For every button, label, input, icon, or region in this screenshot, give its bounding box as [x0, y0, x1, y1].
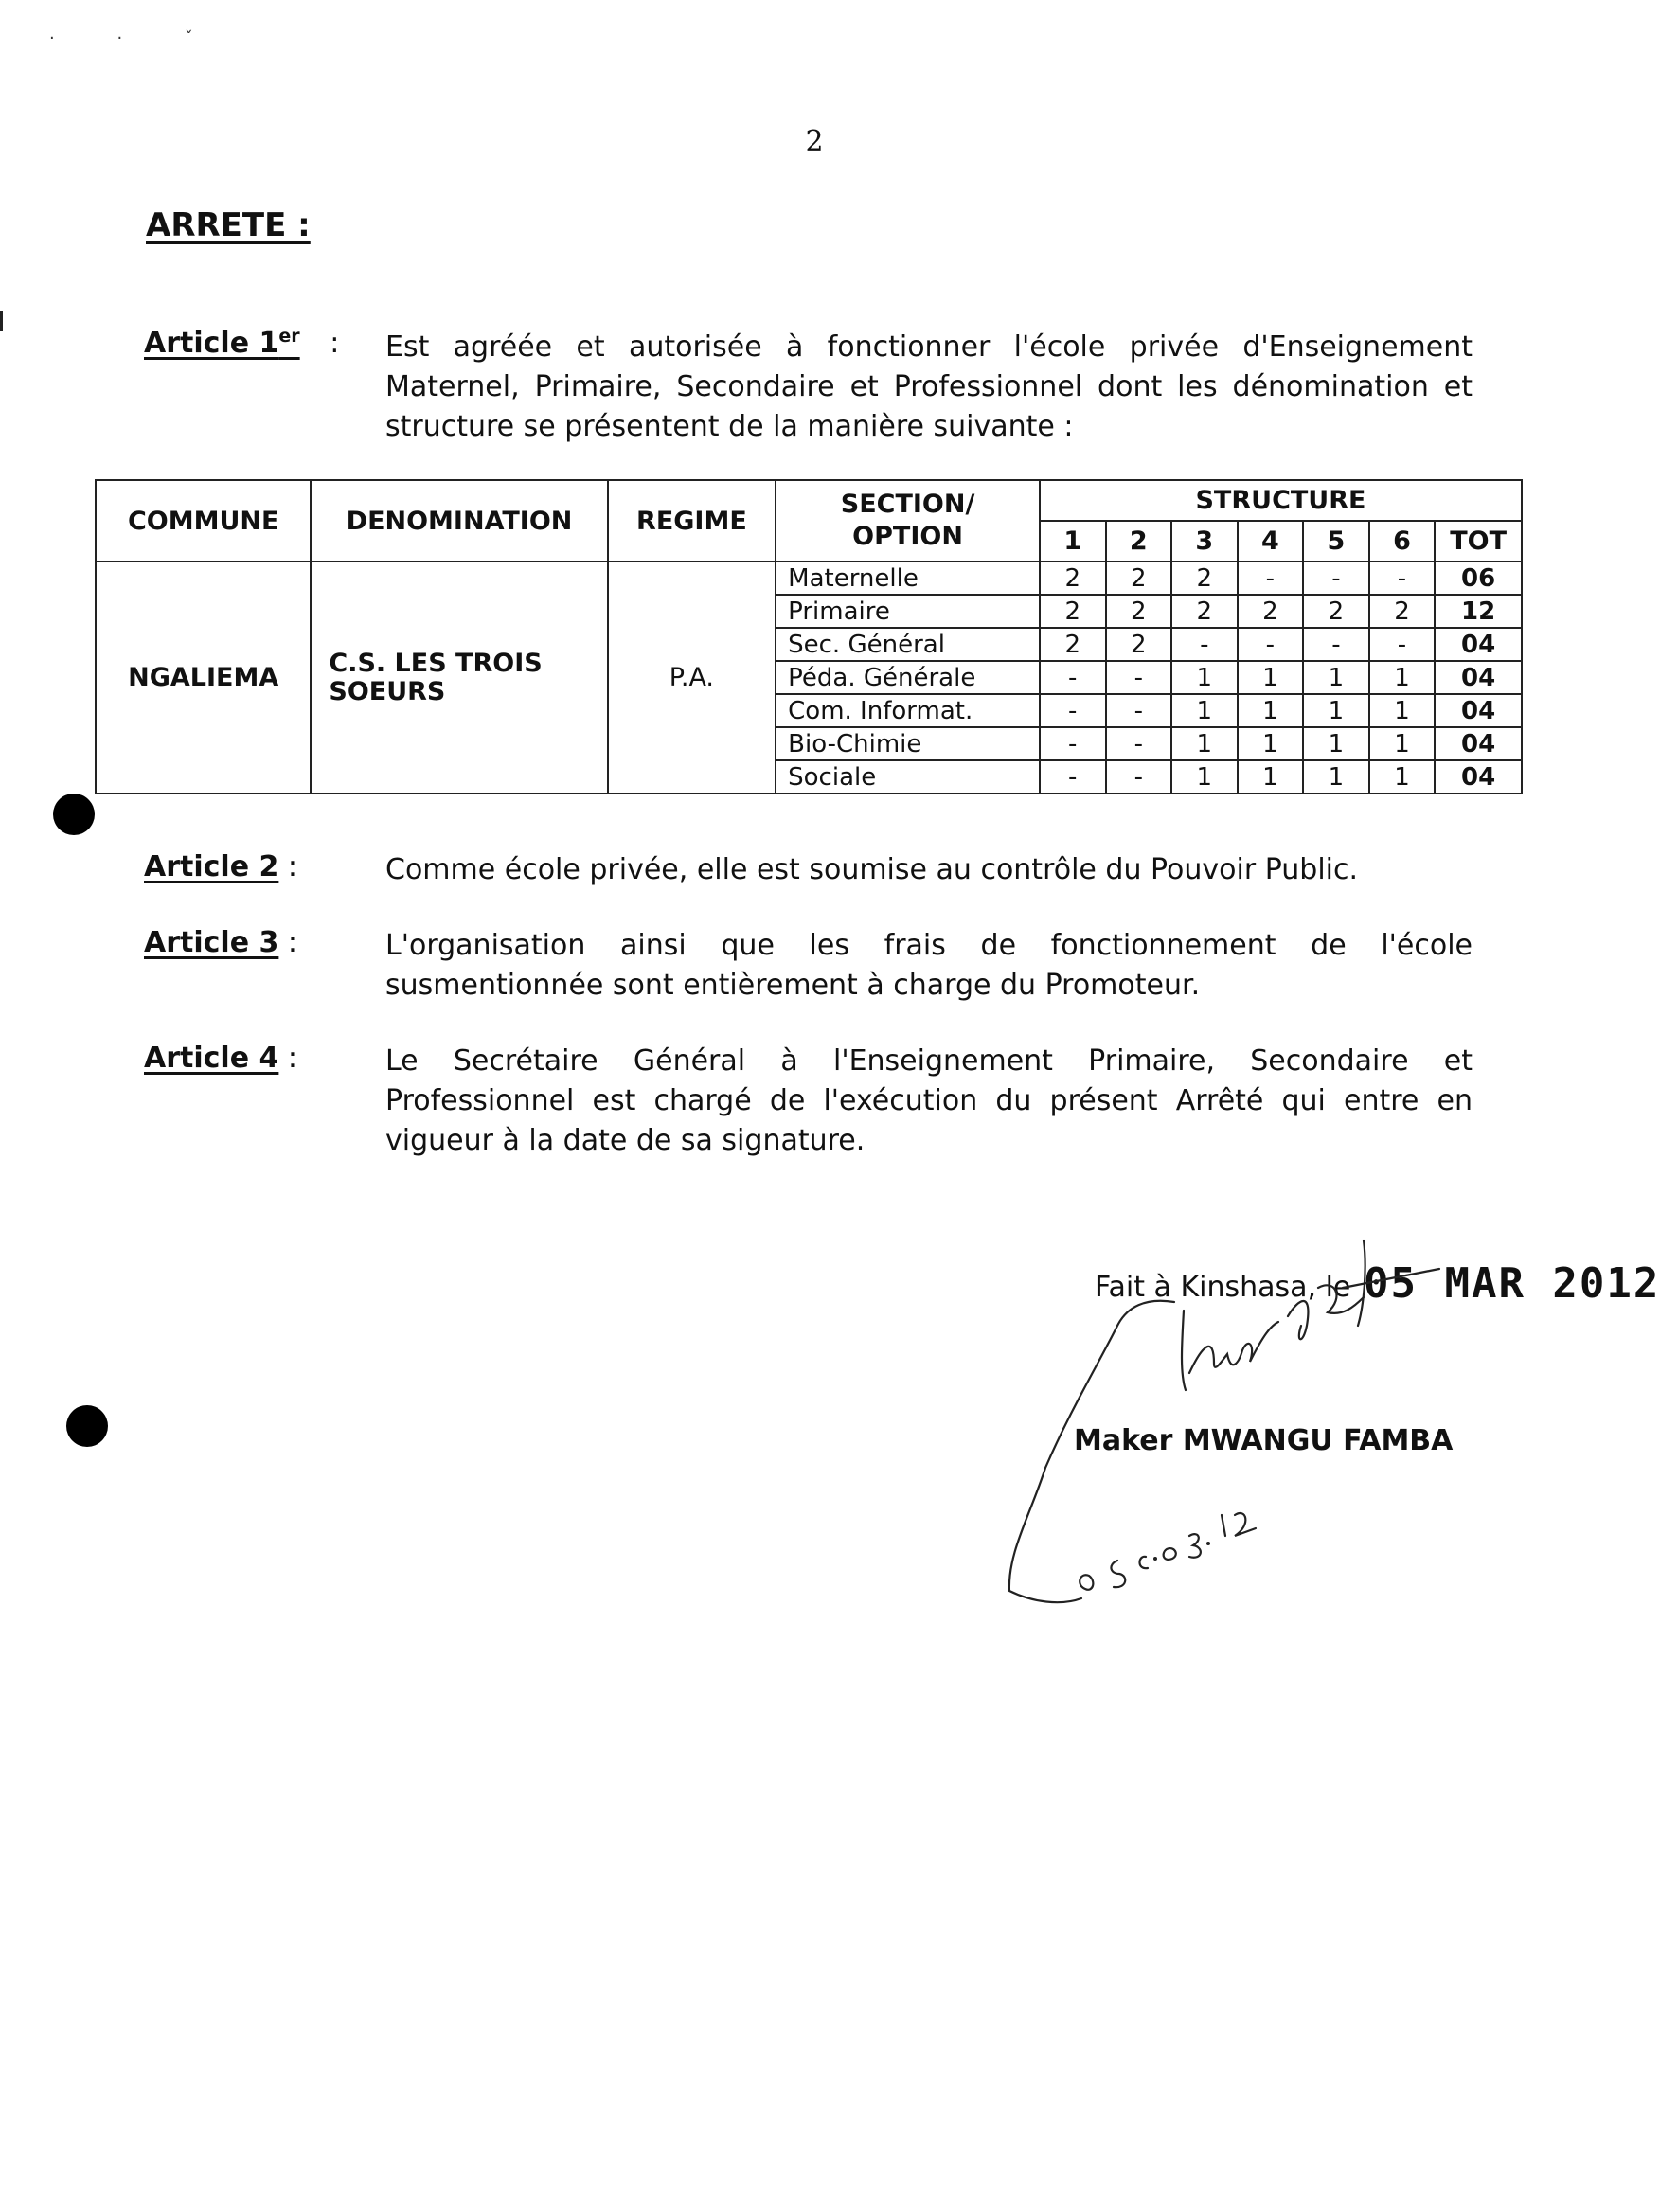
- binder-hole: [53, 794, 95, 835]
- cell-total: 04: [1435, 628, 1522, 661]
- cell-structure-2: -: [1106, 727, 1172, 760]
- header-col-4: 4: [1238, 521, 1304, 562]
- article-4-label: Article 4 :: [144, 1042, 298, 1075]
- cell-section-option: Com. Informat.: [776, 694, 1040, 727]
- cell-total: 04: [1435, 694, 1522, 727]
- cell-structure-1: 2: [1040, 628, 1106, 661]
- cell-total: 06: [1435, 562, 1522, 595]
- cell-total: 04: [1435, 661, 1522, 694]
- cell-structure-2: -: [1106, 661, 1172, 694]
- cell-structure-4: 1: [1238, 760, 1304, 794]
- cell-structure-4: -: [1238, 628, 1304, 661]
- cell-total: 12: [1435, 595, 1522, 628]
- stamp-date: 05 MAR 2012: [1364, 1259, 1660, 1308]
- cell-structure-6: 1: [1369, 694, 1436, 727]
- cell-structure-4: 2: [1238, 595, 1304, 628]
- page-number: 2: [805, 125, 824, 158]
- cell-structure-3: -: [1171, 628, 1238, 661]
- binder-hole: [66, 1405, 108, 1447]
- header-col-5: 5: [1303, 521, 1369, 562]
- scan-marks: · · ˇ: [49, 28, 222, 48]
- table-row: [96, 562, 1522, 595]
- article-3-label: Article 3 :: [144, 926, 298, 959]
- signoff-place: Fait à Kinshasa, le: [1095, 1271, 1351, 1304]
- header-col-2: 2: [1106, 521, 1172, 562]
- header-section-option: SECTION/ OPTION: [776, 480, 1040, 562]
- cell-structure-1: -: [1040, 694, 1106, 727]
- cell-section-option: Maternelle: [776, 562, 1040, 595]
- article-2-text: Comme école privée, elle est soumise au contrôle du Pouvoir Public.: [385, 853, 1359, 886]
- header-col-tot: TOT: [1435, 521, 1522, 562]
- header-col-1: 1: [1040, 521, 1106, 562]
- cell-structure-3: 1: [1171, 760, 1238, 794]
- cell-section-option: Sec. Général: [776, 628, 1040, 661]
- cell-structure-4: 1: [1238, 661, 1304, 694]
- header-commune: COMMUNE: [96, 480, 311, 562]
- cell-structure-1: -: [1040, 727, 1106, 760]
- cell-total: 04: [1435, 760, 1522, 794]
- cell-structure-5: 1: [1303, 727, 1369, 760]
- header-col-3: 3: [1171, 521, 1238, 562]
- article-1-text: Est agréée et autorisée à fonctionner l'école privée d'Enseignement Maternel, Primaire, Secondaire et Professionnel dont les dénomination et structure se présentent de la manière suivante :: [385, 330, 1473, 443]
- cell-structure-2: 2: [1106, 562, 1172, 595]
- cell-structure-1: 2: [1040, 595, 1106, 628]
- signatory-name: Maker MWANGU FAMBA: [1074, 1424, 1454, 1457]
- cell-structure-2: 2: [1106, 628, 1172, 661]
- school-structure-table: [95, 479, 1523, 794]
- cell-structure-6: 1: [1369, 760, 1436, 794]
- header-denomination: DENOMINATION: [311, 480, 607, 562]
- cell-structure-3: 1: [1171, 727, 1238, 760]
- cell-section-option: Sociale: [776, 760, 1040, 794]
- cell-section-option: Bio-Chimie: [776, 727, 1040, 760]
- cell-structure-3: 1: [1171, 694, 1238, 727]
- cell-structure-3: 2: [1171, 562, 1238, 595]
- article-3-text: L'organisation ainsi que les frais de fonctionnement de l'école susmentionnée sont entièrement à charge du Promoteur.: [385, 929, 1473, 1002]
- cell-structure-5: 1: [1303, 760, 1369, 794]
- cell-structure-4: -: [1238, 562, 1304, 595]
- cell-structure-6: 1: [1369, 727, 1436, 760]
- cell-structure-2: -: [1106, 760, 1172, 794]
- cell-structure-6: 2: [1369, 595, 1436, 628]
- decree-heading: ARRETE :: [146, 206, 311, 244]
- header-regime: REGIME: [608, 480, 776, 562]
- handwritten-signature: [966, 1231, 1572, 1704]
- cell-commune: NGALIEMA: [96, 562, 311, 794]
- scan-edge-mark: [0, 311, 3, 331]
- article-2-label: Article 2 :: [144, 850, 298, 883]
- cell-structure-2: 2: [1106, 595, 1172, 628]
- cell-structure-5: -: [1303, 562, 1369, 595]
- cell-structure-6: -: [1369, 562, 1436, 595]
- cell-structure-5: 1: [1303, 694, 1369, 727]
- article-1-label: Article 1er :: [144, 326, 340, 360]
- cell-structure-5: 1: [1303, 661, 1369, 694]
- cell-total: 04: [1435, 727, 1522, 760]
- cell-denomination: C.S. LES TROIS SOEURS: [311, 562, 607, 794]
- cell-structure-4: 1: [1238, 694, 1304, 727]
- cell-structure-6: 1: [1369, 661, 1436, 694]
- cell-structure-1: -: [1040, 760, 1106, 794]
- cell-structure-5: 2: [1303, 595, 1369, 628]
- cell-structure-3: 1: [1171, 661, 1238, 694]
- cell-structure-2: -: [1106, 694, 1172, 727]
- cell-structure-4: 1: [1238, 727, 1304, 760]
- cell-structure-1: 2: [1040, 562, 1106, 595]
- article-4-text: Le Secrétaire Général à l'Enseignement Primaire, Secondaire et Professionnel est chargé de l'exécution du présent Arrêté qui entre en vigueur à la date de sa signature.: [385, 1044, 1473, 1157]
- cell-structure-5: -: [1303, 628, 1369, 661]
- cell-section-option: Péda. Générale: [776, 661, 1040, 694]
- header-structure: STRUCTURE: [1040, 480, 1522, 521]
- cell-section-option: Primaire: [776, 595, 1040, 628]
- cell-structure-6: -: [1369, 628, 1436, 661]
- cell-regime: P.A.: [608, 562, 776, 794]
- cell-structure-3: 2: [1171, 595, 1238, 628]
- header-col-6: 6: [1369, 521, 1436, 562]
- cell-structure-1: -: [1040, 661, 1106, 694]
